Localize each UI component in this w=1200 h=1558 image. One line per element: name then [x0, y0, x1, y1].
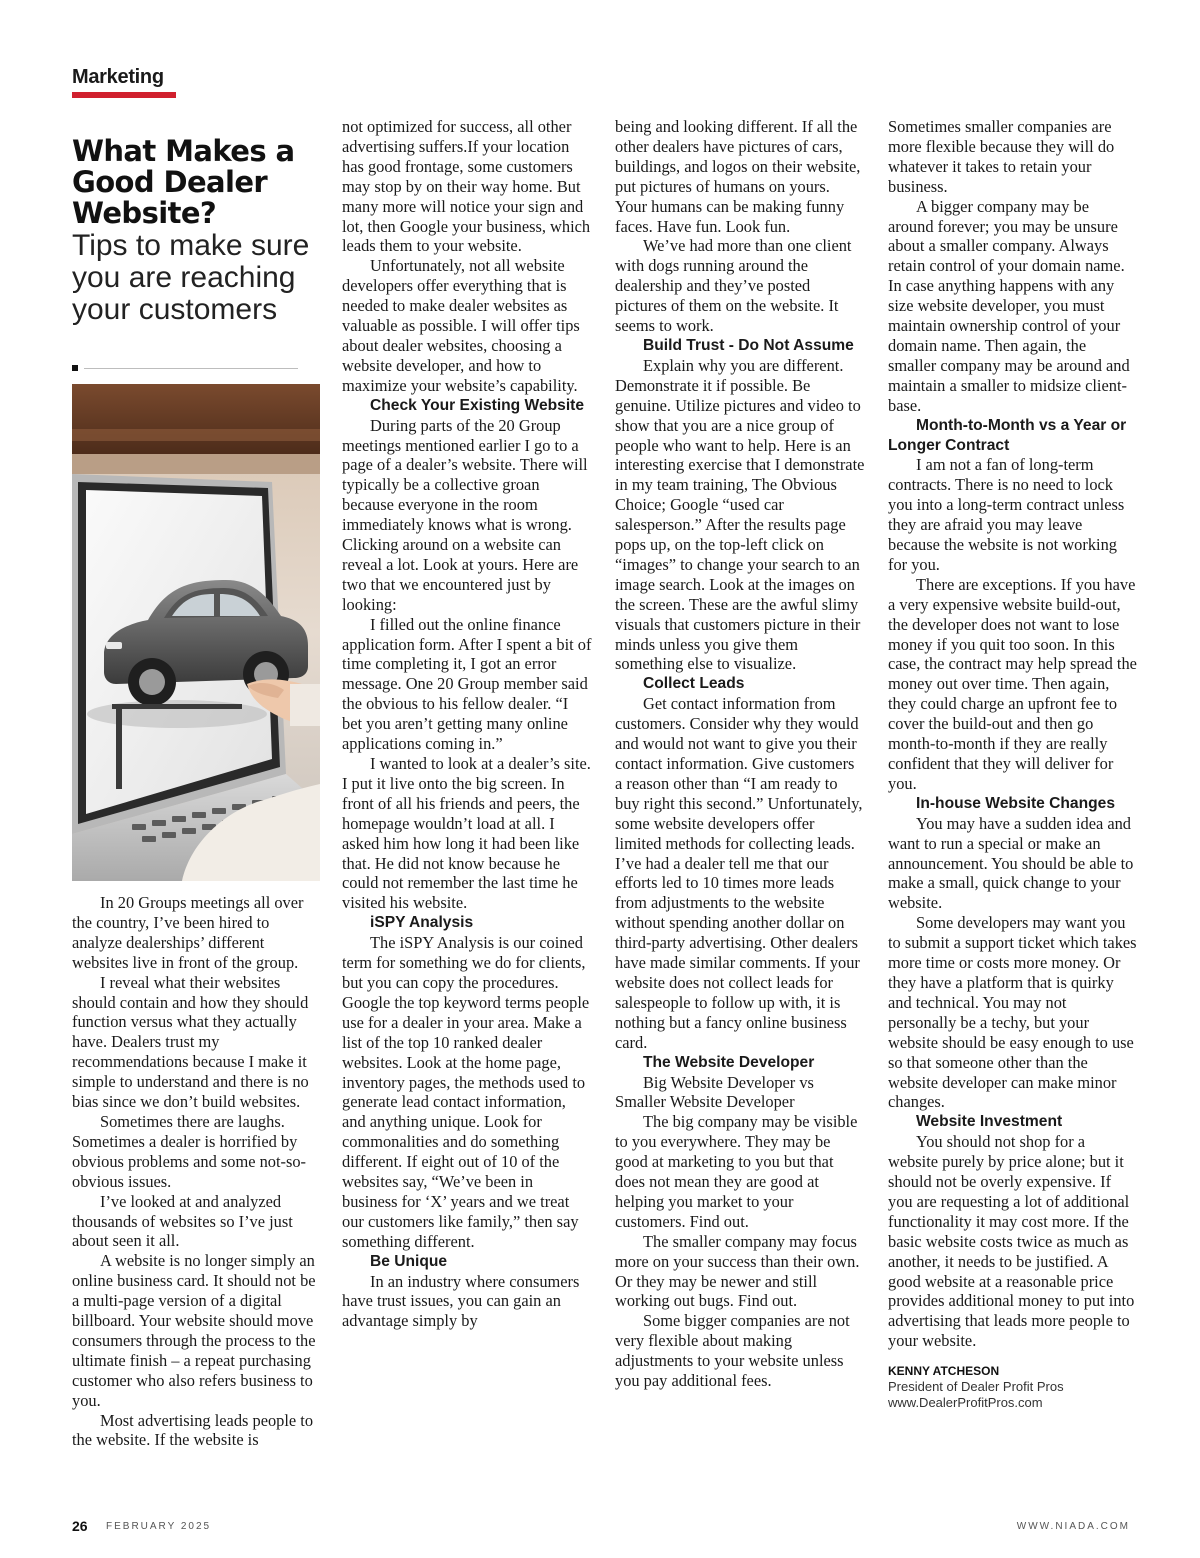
subhead: Collect Leads: [643, 675, 745, 693]
paragraph: Unfortunately, not all website developers offer everything that is needed to make dealer websites as valuable as possible. I will offer tips about dealer websites, choosing a website developer, and how to maximize your website’s capability.: [342, 256, 580, 395]
paragraph: not optimized for success, all other advertising suffers.If your location has good frontage, some customers may stop by on their way home. But many more will notice your sign and lot, then Google your business, which leads them to your website.: [342, 117, 591, 256]
paragraph: In 20 Groups meetings all over the country, I’ve been hired to analyze dealerships’ different websites live in front of the group.: [72, 893, 304, 972]
footer-website: WWW.NIADA.COM: [1016, 1521, 1130, 1532]
subhead: Website Investment: [916, 1113, 1063, 1131]
paragraph: Some bigger companies are not very flexible about making adjustments to your website unless you pay additional fees.: [615, 1311, 850, 1391]
article-deck: Tips to make sure you are reaching your customers: [72, 229, 310, 326]
paragraph: I am not a fan of long-term contracts. There is no need to lock you into a long-term contract unless they are afraid you may leave because the website is not working for you.: [888, 455, 1125, 574]
laptop-car-photo: [72, 384, 320, 881]
paragraph: Sometimes smaller companies are more flexible because they will do whatever it takes to retain your business.: [888, 117, 1115, 196]
body-column-1: [72, 893, 322, 1450]
paragraph: Sometimes there are laughs. Sometimes a dealer is horrified by obvious problems and some not-so-obvious issues.: [72, 1111, 306, 1191]
subhead: Month-to-Month vs a Year or Longer Contract: [888, 416, 1127, 454]
paragraph: The iSPY Analysis is our coined term for something we do for clients, but you can copy the procedures. Google the top keyword terms people use for a dealer in your area. Make a list of the top 10 ranked dealer websites. Look at the home page, inventory pages, the methods used to generate lead contact information, and anything unique. Look for commonalities and do something different. If eight out of 10 of the websites say, “We’ve been in business for ‘X’ years and we treat our customers like family,” then say something different.: [342, 933, 590, 1251]
paragraph: I filled out the online finance application form. After I spent a bit of time completing it, I got an error message. One 20 Group member said the obvious to his fellow dealer. “I bet you aren’t getting many online applications coming in.”: [342, 614, 592, 754]
paragraph: being and looking different. If all the other dealers have pictures of cars, buildings, and logos on their website, put pictures of humans on yours. Your humans can be making funny faces. Have fun. Look fun.: [615, 117, 861, 236]
paragraph: Some developers may want you to submit a support ticket which takes more time or costs more money. Or they have a platform that is quirky and technical. You may not personally be a techy, but your website should be easy enough to use so that someone other than the website developer can make minor changes.: [888, 913, 1137, 1112]
paragraph: In an industry where consumers have trust issues, you can gain an advantage simply by: [342, 1271, 580, 1331]
article-headline: What Makes a Good Dealer Website?: [72, 134, 295, 230]
body-column-3: [615, 117, 865, 1391]
divider-square: [72, 365, 78, 371]
author-name: KENNY ATCHESON: [888, 1364, 1000, 1379]
section-label: Marketing: [72, 66, 164, 88]
paragraph: Explain why you are different. Demonstrate it if possible. Be genuine. Utilize pictures and video to show that you are a nice group of people who want to help. Here is an interesting exercise that I demonstrate in my team training, The Obvious Choice; Google “used car salesperson.” After the results page pops up, on the top-left click on “images” to change your search to an image search. Look at the images on the screen. These are the awful slimy visuals that customers picture in their minds unless you give them something else to visualize.: [615, 355, 865, 674]
page-number: 26: [72, 1518, 88, 1534]
section-accent-bar: [72, 92, 176, 98]
author-byline: [888, 1363, 1138, 1411]
subhead: iSPY Analysis: [370, 914, 474, 932]
subhead: Check Your Existing Website: [370, 396, 585, 414]
paragraph: During parts of the 20 Group meetings mentioned earlier I go to a page of a dealer’s website. There will typically be a collective groan because everyone in the room immediately knows what is wrong. Clicking around on a website can reveal a lot. Look at yours. Here are two that we encountered just by looking:: [342, 415, 588, 614]
paragraph: Big Website Developer vs Smaller Website Developer: [615, 1072, 814, 1112]
author-title: President of Dealer Profit Pros: [888, 1379, 1064, 1395]
author-website: www.DealerProfitPros.com: [888, 1395, 1043, 1411]
paragraph: We’ve had more than one client with dogs running around the dealership and they’ve posted pictures of them on the website. It seems to work.: [615, 236, 852, 336]
paragraph: You may have a sudden idea and want to run a special or make an announcement. You should be able to make a small, quick change to your website.: [888, 813, 1134, 913]
column-4-text: [888, 117, 1138, 1351]
paragraph: I wanted to look at a dealer’s site. I put it live onto the big screen. In front of all his friends and peers, the homepage wouldn’t load at all. I asked him how long it had been like that. He did not know because he could not remember the last time he visited his website.: [342, 754, 591, 913]
paragraph: A bigger company may be around forever; you may be unsure about a smaller company. Always retain control of your domain name. In case anything happens with any size website developer, you must maintain ownership control of your domain name. Then again, the smaller company may be around and maintain a smaller to midsize client-base.: [888, 196, 1130, 415]
paragraph: Get contact information from customers. Consider why they would and would not want to give you their contact information. Give customers a reason other than “I am ready to buy right this second.” Unfortunately, some website developers offer limited methods for collecting leads. I’ve had a dealer tell me that our efforts led to 10 times more leads from adjustments to the website without spending another dollar on third-party advertising. Other dealers have made similar comments. If your website does not collect leads for salespeople to follow up with, it is nothing but a fancy online business card.: [615, 694, 863, 1052]
issue-date: FEBRUARY 2025: [106, 1521, 212, 1532]
paragraph: I reveal what their websites should contain and how they should function versus what they actually have. Dealers trust my recommendations because I make it simple to understand and there is no bias since we don’t build websites.: [72, 972, 309, 1112]
divider-line: [84, 368, 298, 369]
paragraph: You should not shop for a website purely by price alone; but it should not be overly expensive. If you are requesting a lot of additional functionality it may cost more. If the basic website costs twice as much as another, it needs to be justified. A good website at a reasonable price provides additional money to put into advertising that leads more people to your website.: [888, 1132, 1135, 1351]
paragraph: Most advertising leads people to the website. If the website is: [72, 1410, 314, 1450]
paragraph: The big company may be visible to you everywhere. They may be good at marketing to you but that does not mean they are good at helping you market to your customers. Find out.: [615, 1112, 858, 1231]
body-column-4: [888, 117, 1138, 1411]
paragraph: A website is no longer simply an online business card. It should not be a multi-page version of a digital billboard. Your website should move consumers through the process to the ultimate finish – a repeat purchasing customer who also refers business to you.: [72, 1251, 316, 1410]
subhead: Build Trust - Do Not Assume: [643, 336, 854, 354]
subhead: In-house Website Changes: [916, 794, 1115, 812]
subhead: The Website Developer: [643, 1053, 815, 1071]
paragraph: I’ve looked at and analyzed thousands of websites so I’ve just about seen it all.: [72, 1191, 293, 1251]
paragraph: There are exceptions. If you have a very expensive website build-out, the developer does not want to lose money if you quit too soon. In this case, the contract may help spread the money out over time. Then again, they could charge an upfront fee to cover the build-out and then go month-to-month if they are really confident that they will deliver for you.: [888, 574, 1137, 793]
body-column-2: [342, 117, 592, 1331]
subhead: Be Unique: [370, 1252, 448, 1270]
paragraph: The smaller company may focus more on your success than their own. Or they may be newer and still working out bugs. Find out.: [615, 1231, 860, 1311]
